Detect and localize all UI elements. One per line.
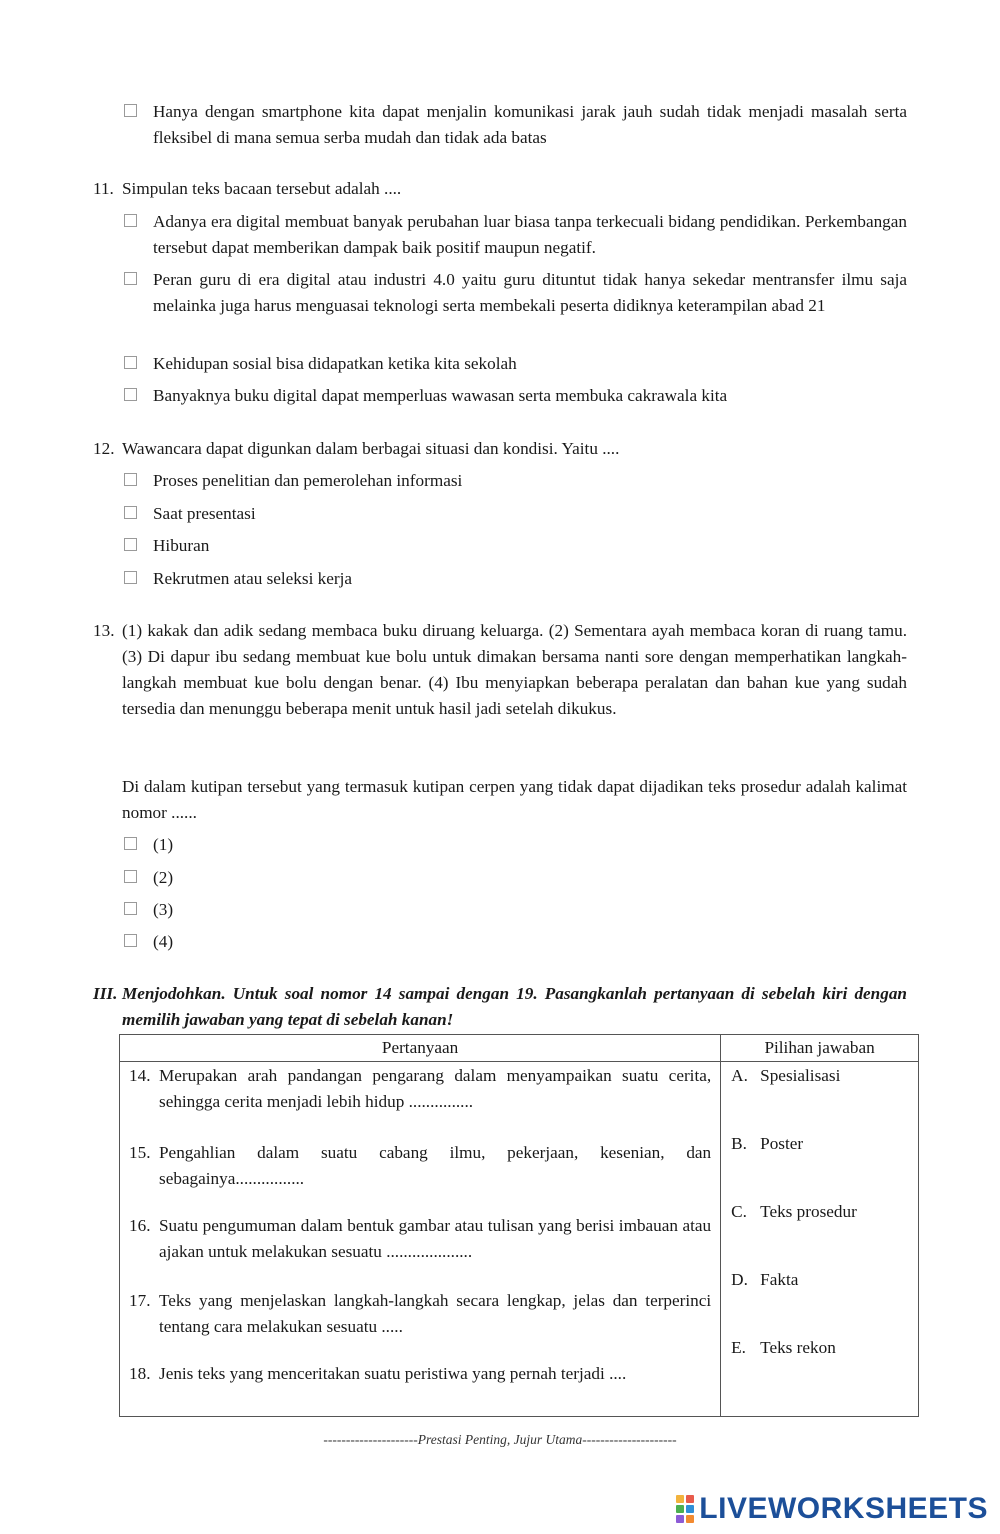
question-number: 13.	[93, 621, 115, 640]
match-answer-d[interactable]	[721, 1267, 918, 1293]
match-question-number: 14.	[129, 1066, 151, 1085]
match-question-number: 17.	[129, 1291, 151, 1310]
match-question-number: 18.	[129, 1364, 151, 1383]
answer-letter: B.	[731, 1134, 747, 1153]
match-question-text: Merupakan arah pandangan pengarang dalam menyampaikan suatu cerita, sehingga cerita menjadi lebih hidup ...............	[159, 1066, 712, 1111]
section-3-heading	[93, 981, 907, 1033]
table-body-row	[120, 1062, 919, 1417]
answers-cell	[721, 1062, 919, 1417]
q13-option-4[interactable]	[124, 929, 907, 955]
match-question-text: Jenis teks yang menceritakan suatu peristiwa yang pernah terjadi ....	[159, 1364, 627, 1383]
option-checkbox[interactable]	[124, 902, 137, 915]
answer-text: Poster	[760, 1134, 804, 1153]
option-checkbox[interactable]	[124, 538, 137, 551]
option-label: Kehidupan sosial bisa didapatkan ketika kita sekolah	[153, 354, 517, 373]
logo-block	[686, 1515, 694, 1523]
option-label: Rekrutmen atau seleksi kerja	[153, 569, 353, 588]
option-label: Saat presentasi	[153, 504, 256, 523]
option-checkbox[interactable]	[124, 506, 137, 519]
match-question-text: Suatu pengumuman dalam bentuk gambar atau tulisan yang berisi imbauan atau ajakan untuk melakukan sesuatu ....................	[159, 1216, 712, 1261]
answer-letter: E.	[731, 1338, 746, 1357]
question-number: 11.	[93, 179, 114, 198]
match-question-16[interactable]	[120, 1213, 720, 1265]
q11-option-3[interactable]	[124, 351, 907, 377]
question-number: 12.	[93, 439, 115, 458]
answer-letter: C.	[731, 1202, 747, 1221]
answer-text: Teks rekon	[760, 1338, 836, 1357]
option-checkbox[interactable]	[124, 356, 137, 369]
q11-option-2[interactable]	[124, 267, 907, 319]
answer-text: Spesialisasi	[760, 1066, 841, 1085]
option-checkbox[interactable]	[124, 104, 137, 117]
option-checkbox[interactable]	[124, 272, 137, 285]
option-checkbox[interactable]	[124, 388, 137, 401]
questions-cell	[120, 1062, 721, 1417]
q13-option-1[interactable]	[124, 832, 907, 858]
option-label: (3)	[153, 900, 174, 919]
liveworksheets-logo[interactable]	[676, 1492, 988, 1526]
question-text: Simpulan teks bacaan tersebut adalah ....	[122, 179, 402, 198]
table-header-row	[120, 1035, 919, 1062]
section-instructions: Menjodohkan. Untuk soal nomor 14 sampai dengan 19. Pasangkanlah pertanyaan di sebelah kiri dengan memilih jawaban yang tepat di sebelah kanan!	[122, 984, 907, 1029]
option-label: (2)	[153, 868, 174, 887]
q10-option-4[interactable]	[124, 99, 907, 151]
match-answer-c[interactable]	[721, 1199, 918, 1225]
header-question: Pertanyaan	[120, 1035, 721, 1062]
option-label: Hiburan	[153, 536, 210, 555]
match-answer-a[interactable]	[721, 1063, 918, 1089]
logo-block	[676, 1495, 684, 1503]
question-11	[93, 176, 907, 202]
logo-block	[686, 1505, 694, 1513]
page-footer: ---------------------Prestasi Penting, Jujur Utama---------------------	[323, 1432, 677, 1447]
option-label: Banyaknya buku digital dapat memperluas wawasan serta membuka cakrawala kita	[153, 386, 728, 405]
match-answer-e[interactable]	[721, 1335, 918, 1361]
question-passage: (1) kakak dan adik sedang membaca buku diruang keluarga. (2) Sementara ayah membaca koran di ruang tamu. (3) Di dapur ibu sedang membuat kue bolu untuk dimakan bersama nanti sore dengan memperhatikan langkah-langkah membuat kue bolu dengan benar. (4) Ibu menyiapkan beberapa peralatan dan bahan kue yang sudah tersedia dan menunggu beberapa menit untuk hasil jadi setelah dikukus.	[122, 621, 907, 718]
q13-option-2[interactable]	[124, 865, 907, 891]
matching-table	[119, 1034, 919, 1417]
option-checkbox[interactable]	[124, 934, 137, 947]
option-label: (1)	[153, 835, 174, 854]
logo-icon	[676, 1495, 694, 1523]
answer-letter: D.	[731, 1270, 748, 1289]
option-label: Proses penelitian dan pemerolehan informasi	[153, 471, 463, 490]
match-question-18[interactable]	[120, 1361, 720, 1387]
option-checkbox[interactable]	[124, 837, 137, 850]
match-question-15[interactable]	[120, 1140, 720, 1192]
logo-block	[676, 1515, 684, 1523]
brand-name: LIVEWORKSHEETS	[699, 1492, 988, 1525]
q12-option-2[interactable]	[124, 501, 907, 527]
q12-option-3[interactable]	[124, 533, 907, 559]
option-checkbox[interactable]	[124, 571, 137, 584]
question-13-prompt: Di dalam kutipan tersebut yang termasuk kutipan cerpen yang tidak dapat dijadikan teks prosedur adalah kalimat nomor ......	[122, 777, 907, 822]
logo-block	[676, 1505, 684, 1513]
answer-text: Teks prosedur	[760, 1202, 857, 1221]
option-label: Hanya dengan smartphone kita dapat menjalin komunikasi jarak jauh sudah tidak menjadi masalah serta fleksibel di mana semua serba mudah dan tidak ada batas	[153, 102, 907, 147]
q12-option-1[interactable]	[124, 468, 907, 494]
match-question-17[interactable]	[120, 1288, 720, 1340]
option-label: Adanya era digital membuat banyak perubahan luar biasa tanpa terkecuali bidang pendidikan. Perkembangan tersebut dapat memberikan dampak baik positif maupun negatif.	[153, 212, 907, 257]
match-question-number: 16.	[129, 1216, 151, 1235]
question-13	[93, 618, 907, 722]
option-checkbox[interactable]	[124, 870, 137, 883]
match-answer-b[interactable]	[721, 1131, 918, 1157]
answer-letter: A.	[731, 1066, 748, 1085]
match-question-number: 15.	[129, 1143, 151, 1162]
question-12	[93, 436, 907, 462]
answer-text: Fakta	[760, 1270, 799, 1289]
match-question-text: Teks yang menjelaskan langkah-langkah secara lengkap, jelas dan terperinci tentang cara melakukan sesuatu .....	[159, 1291, 712, 1336]
q11-option-4[interactable]	[124, 383, 907, 409]
q11-option-1[interactable]	[124, 209, 907, 261]
option-checkbox[interactable]	[124, 473, 137, 486]
logo-block	[686, 1495, 694, 1503]
match-question-14[interactable]	[120, 1063, 720, 1115]
match-question-text: Pengahlian dalam suatu cabang ilmu, pekerjaan, kesenian, dan sebagainya................	[159, 1143, 712, 1188]
q13-option-3[interactable]	[124, 897, 907, 923]
option-label: (4)	[153, 932, 174, 951]
q12-option-4[interactable]	[124, 566, 907, 592]
option-checkbox[interactable]	[124, 214, 137, 227]
header-answer: Pilihan jawaban	[721, 1035, 919, 1062]
option-label: Peran guru di era digital atau industri 4.0 yaitu guru dituntut tidak hanya sekedar mentransfer ilmu saja melainka juga harus menguasai teknologi serta membekali peserta didiknya keterampilan abad 21	[153, 270, 907, 315]
section-number: III.	[93, 984, 118, 1003]
question-text: Wawancara dapat digunkan dalam berbagai situasi dan kondisi. Yaitu ....	[122, 439, 620, 458]
